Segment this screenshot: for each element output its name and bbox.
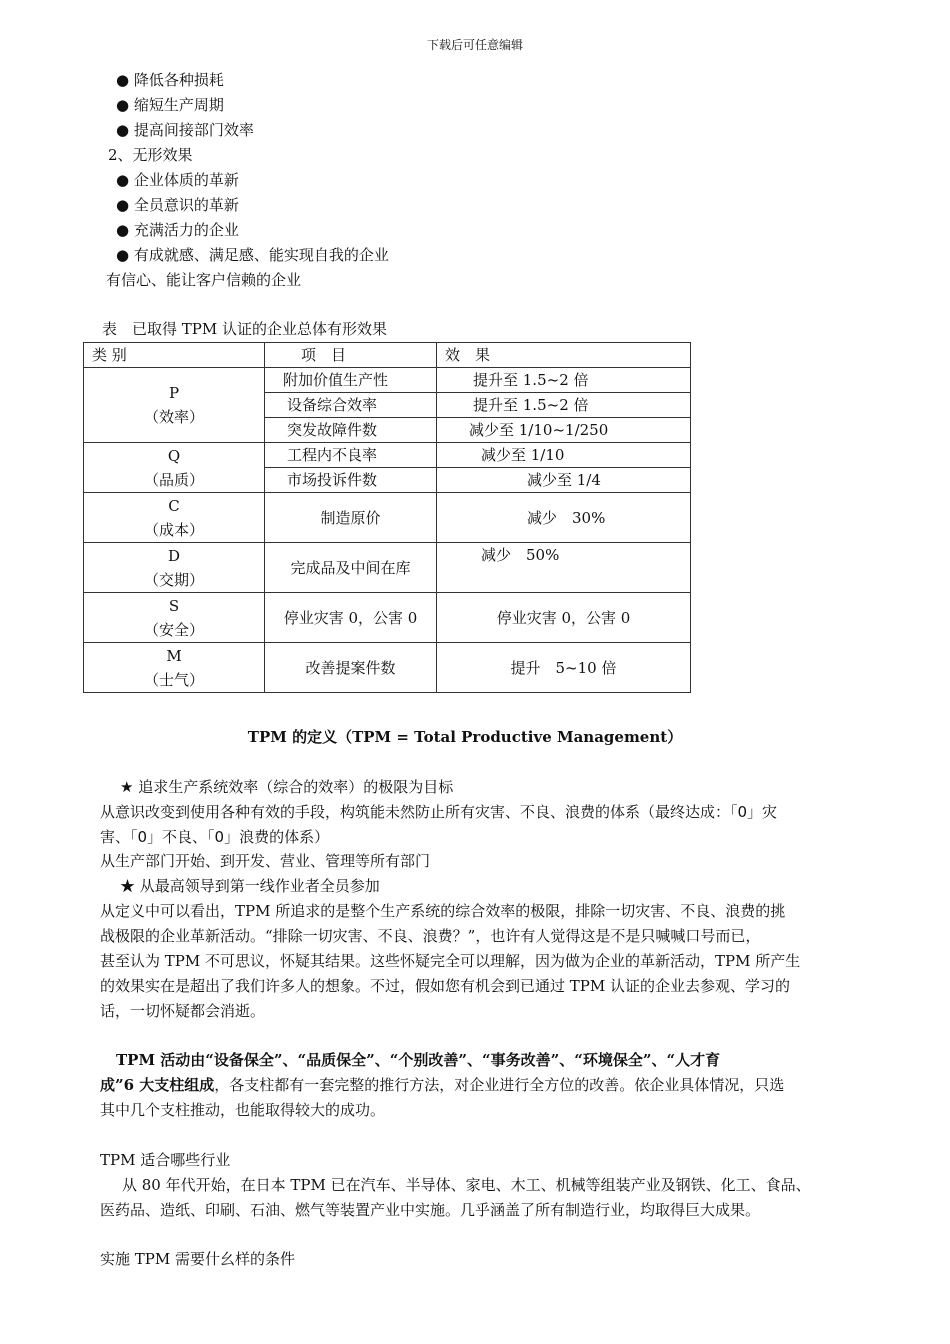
effect-cell: 减少至 1/10 [437,443,691,468]
intangible-item-2: ● 全员意识的革新 [116,196,239,214]
category-d-label: （交期） [143,570,204,589]
category-m-label: （士气） [143,670,204,689]
def-para-line-1: 从定义中可以看出，TPM 所追求的是整个生产系统的综合效率的极限，排除一切灾害、不良、浪费的挑 [100,902,786,920]
category-c-label: （成本） [143,520,204,539]
category-q [84,443,265,493]
intangible-item-1: ● 企业体质的革新 [116,171,239,189]
tangible-item-3: ● 提高间接部门效率 [116,121,254,139]
category-s-letter: S [168,596,180,615]
def-point-2: 从意识改变到使用各种有效的手段，构筑能未然防止所有灾害、不良、浪费的体系（最终达成：「0」灾 [100,803,778,821]
effect-cell: 减少 30% [437,493,691,543]
tangible-item-2: ● 缩短生产周期 [116,96,224,114]
category-m-letter: M [166,646,182,665]
pillars-bold-line-2: 成”6 大支柱组成 [100,1076,215,1094]
def-point-2-cont: 害、「0」不良、「0」浪费的体系） [100,828,330,846]
tangible-item-1: ● 降低各种损耗 [116,71,224,89]
category-d [84,543,265,593]
category-c [84,493,265,543]
effect-cell: 提升至 1.5~2 倍 [437,368,691,393]
item-cell: 改善提案件数 [265,643,437,693]
table-row [84,368,691,393]
intangible-tail: 有信心、能让客户信赖的企业 [106,271,302,289]
table-row [84,443,691,468]
table-header-row [84,343,691,368]
effect-table [83,342,691,693]
def-point-1: ★ 追求生产系统效率（综合的效率）的极限为目标 [120,778,454,796]
item-cell: 工程内不良率 [265,443,437,468]
industries-line-1: 从 80 年代开始，在日本 TPM 已在汽车、半导体、家电、木工、机械等组装产业及钢铁、化工、食品、 [122,1176,811,1194]
effect-cell: 停业灾害 0，公害 0 [437,593,691,643]
category-q-label: （品质） [143,470,204,489]
page-header: 下载后可任意编辑 [426,38,523,52]
category-c-letter: C [168,496,180,515]
header-effect: 效 果 [437,343,691,368]
item-cell: 市场投诉件数 [265,468,437,493]
effect-cell: 减少 50% [437,543,691,593]
intangible-heading: 2、无形效果 [108,146,193,164]
category-s-label: （安全） [143,620,204,639]
effect-cell: 减少至 1/10~1/250 [437,418,691,443]
industries-line-2: 医药品、造纸、印刷、石油、燃气等装置产业中实施。几乎涵盖了所有制造行业，均取得巨大成果。 [100,1201,761,1219]
pillars-rest-line-2: ，各支柱都有一套完整的推行方法，对企业进行全方位的改善。依企业具体情况，只选 [214,1076,785,1094]
category-m [84,643,265,693]
category-d-letter: D [167,546,181,565]
effect-cell: 提升至 1.5~2 倍 [437,393,691,418]
category-p-letter: P [168,384,180,402]
def-point-4: ★ 从最高领导到第一线作业者全员参加 [120,877,380,895]
def-para-line-3: 甚至认为 TPM 不可思议，怀疑其结果。这些怀疑完全可以理解，因为做为企业的革新活动，TPM 所产生 [100,952,801,970]
item-cell: 附加价值生产性 [265,368,437,393]
table-row [84,493,691,543]
item-cell: 完成品及中间在库 [265,543,437,593]
definition-title: TPM 的定义（TPM = Total Productive Management） [247,728,683,746]
table-row [84,543,691,593]
category-p [84,368,265,443]
effect-cell: 减少至 1/4 [437,468,691,493]
item-cell: 设备综合效率 [265,393,437,418]
header-category: 类 别 [84,343,265,368]
item-cell: 停业灾害 0，公害 0 [265,593,437,643]
category-p-label: （效率） [143,408,204,426]
item-cell: 制造原价 [265,493,437,543]
conditions-heading: 实施 TPM 需要什幺样的条件 [100,1250,295,1268]
pillars-line-3: 其中几个支柱推动，也能取得较大的成功。 [100,1101,386,1119]
table-row [84,643,691,693]
header-item: 项 目 [265,343,437,368]
pillars-line-2 [100,1075,784,1095]
def-point-3: 从生产部门开始、到开发、营业、管理等所有部门 [100,852,431,870]
table-row [84,593,691,643]
industries-heading: TPM 适合哪些行业 [100,1151,231,1169]
item-cell: 突发故障件数 [265,418,437,443]
def-para-line-2: 战极限的企业革新活动。“排除一切灾害、不良、浪费？”，也许有人觉得这是不是只喊喊口号而已， [100,927,761,945]
def-para-line-4: 的效果实在是超出了我们许多人的想象。不过，假如您有机会到已通过 TPM 认证的企业去参观、学习的 [100,977,790,995]
intangible-item-4: ● 有成就感、满足感、能实现自我的企业 [116,246,389,264]
table-caption: 表 已取得 TPM 认证的企业总体有形效果 [102,320,387,338]
category-s [84,593,265,643]
pillars-bold-line-1: TPM 活动由“设备保全”、“品质保全”、“个别改善”、“事务改善”、“环境保全”、“人才育 [116,1051,721,1069]
category-q-letter: Q [167,446,181,465]
effect-cell: 提升 5~10 倍 [437,643,691,693]
def-para-line-5: 话，一切怀疑都会消逝。 [100,1002,266,1020]
intangible-item-3: ● 充满活力的企业 [116,221,239,239]
